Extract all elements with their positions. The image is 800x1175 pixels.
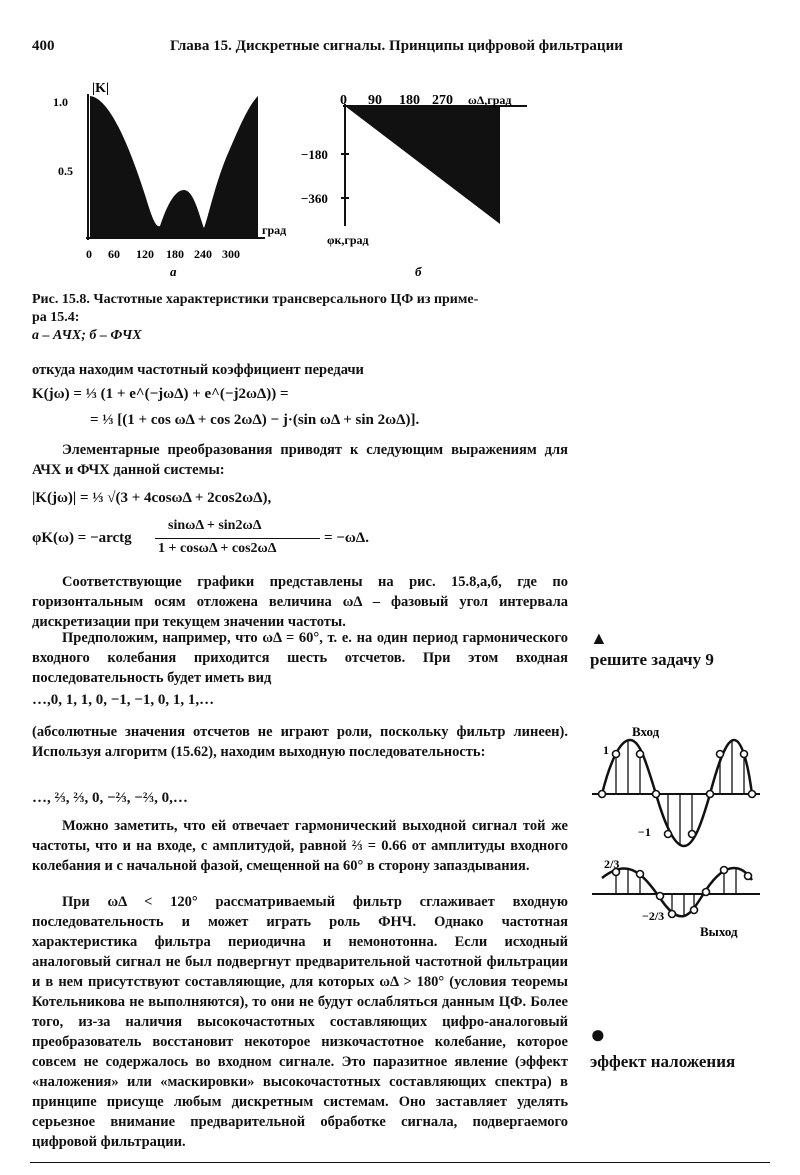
formula-4-lhs: φK(ω) = −arctg <box>32 530 132 546</box>
fig-a-ytick-05: 0.5 <box>58 164 73 178</box>
fig-a-ytick-1: 1.0 <box>53 95 68 109</box>
output-tick-pos: 2/3 <box>604 857 620 871</box>
formula-4-denominator: 1 + cosωΔ + cos2ωΔ <box>158 541 277 556</box>
fig-a-x-unit: град <box>262 223 287 237</box>
fig-b-ytick-180: −180 <box>301 147 328 162</box>
formula-4-fraction-bar <box>155 538 320 539</box>
paragraph-3: Соответствующие графики представлены на рис. 15.8,а,б, где по горизонтальным осям отложена величина ωΔ – фазовый угол интервала дискретизации при текущем значении частоты. <box>32 574 568 630</box>
fig-a-xtick-180: 180 <box>166 247 184 261</box>
output-sequence: …, ⅔, ⅔, 0, −⅔, −⅔, 0,… <box>32 790 188 806</box>
fig-b-x-unit: ωΔ,град <box>468 93 512 107</box>
fig-b-y-label: φк,град <box>327 233 369 247</box>
fig-b-xtick-90: 90 <box>368 93 382 108</box>
effect-dot-icon: ● <box>590 1020 606 1049</box>
fig-b-xtick-0: 0 <box>340 93 347 108</box>
paragraph-5: (абсолютные значения отсчетов не играют роли, поскольку фильтр линеен). Используя алгоритм (15.62), находим выходную последовательность: <box>32 724 568 760</box>
fig-a-xtick-120: 120 <box>136 247 154 261</box>
paragraph-2: Элементарные преобразования приводят к следующим выражениям для АЧХ и ФЧХ данной системы: <box>32 442 568 478</box>
fig-a-xtick-0: 0 <box>86 247 92 261</box>
task-triangle-icon: ▲ <box>590 628 608 648</box>
formula-2: = ⅓ [(1 + cos ωΔ + cos 2ωΔ) − j·(sin ωΔ + sin 2ωΔ)]. <box>90 412 420 428</box>
figure-b-phase-response <box>295 86 535 284</box>
effect-text: эффект наложения <box>590 1052 736 1071</box>
fig-a-xtick-300: 300 <box>222 247 240 261</box>
figure-caption-line1: Рис. 15.8. Частотные характеристики трансверсального ЦФ из приме- <box>32 292 479 307</box>
task-text: решите задачу 9 <box>590 650 714 669</box>
input-sequence: …,0, 1, 1, 0, −1, −1, 0, 1, 1,… <box>32 692 215 708</box>
output-label: Выход <box>700 924 738 939</box>
output-tick-neg: −2/3 <box>642 909 665 923</box>
fig-b-ytick-360: −360 <box>301 191 328 206</box>
input-tick-neg: −1 <box>638 825 651 839</box>
page-number: 400 <box>32 38 55 54</box>
formula-4-rhs: = −ωΔ. <box>324 530 369 546</box>
fig-a-xtick-240: 240 <box>194 247 212 261</box>
chapter-title: Глава 15. Дискретные сигналы. Принципы цифровой фильтрации <box>170 38 623 54</box>
input-label: Вход <box>632 724 660 739</box>
sequence-diagram <box>580 718 795 948</box>
bottom-rule <box>30 1162 770 1163</box>
fig-a-xtick-60: 60 <box>108 247 120 261</box>
fig-b-letter: б <box>415 264 422 279</box>
figure-caption-line3: а – АЧХ; б – ФЧХ <box>32 328 142 343</box>
formula-1: K(jω) = ⅓ (1 + e^(−jωΔ) + e^(−j2ωΔ)) = <box>32 386 289 402</box>
fig-b-xtick-180: 180 <box>399 93 420 108</box>
input-tick-pos: 1 <box>603 743 609 757</box>
figure-caption-line2: ра 15.4: <box>32 310 80 325</box>
formula-4-numerator: sinωΔ + sin2ωΔ <box>168 518 262 533</box>
paragraph-7: При ωΔ < 120° рассматриваемый фильтр сглаживает входную последовательность и может играть роль ФНЧ. Однако частотная характеристика фильтра периодична и немонотонна. Если исходный аналоговый сигнал не был подвергнут предварительной частотной фильтрации и в нем присутствуют составляющие, для которых ωΔ > 180° (условия теоремы Котельникова не выполняются), то они не будут ослабляться данным ЦФ. Более того, из-за наличия высокочастотных составляющих цифро-аналоговый преобразователь восстановит некоторое низкочастотное колебание, которое совсем не содержалось во входном сигнале. Это паразитное явление (эффект «наложения» или «маскировки» высокочастотных составляющих спектра) в принципе присуще любым дискретным системам. Оно заставляет уделять серьезное внимание предварительной обработке сигнала, подвергаемого цифровой фильтрации. <box>32 894 568 1150</box>
figure-a-amplitude-response <box>50 78 300 283</box>
formula-3: |K(jω)| = ⅓ √(3 + 4cosωΔ + 2cos2ωΔ), <box>32 490 272 506</box>
paragraph-6: Можно заметить, что ей отвечает гармонический выходной сигнал той же частоты, что и на входе, с амплитудой, равной ⅔ = 0.66 от амплитуды входного колебания и с начальной фазой, смещенной на 60° в сторону запаздывания. <box>32 818 568 874</box>
fig-b-xtick-270: 270 <box>432 93 453 108</box>
fig-a-letter: а <box>170 264 177 279</box>
fig-a-y-label: |K| <box>92 81 110 96</box>
paragraph-1: откуда находим частотный коэффициент передачи <box>32 362 364 378</box>
paragraph-4: Предположим, например, что ωΔ = 60°, т. е. на один период гармонического входного колебания приходится шесть отсчетов. При этом входная последовательность будет иметь вид <box>32 630 568 686</box>
